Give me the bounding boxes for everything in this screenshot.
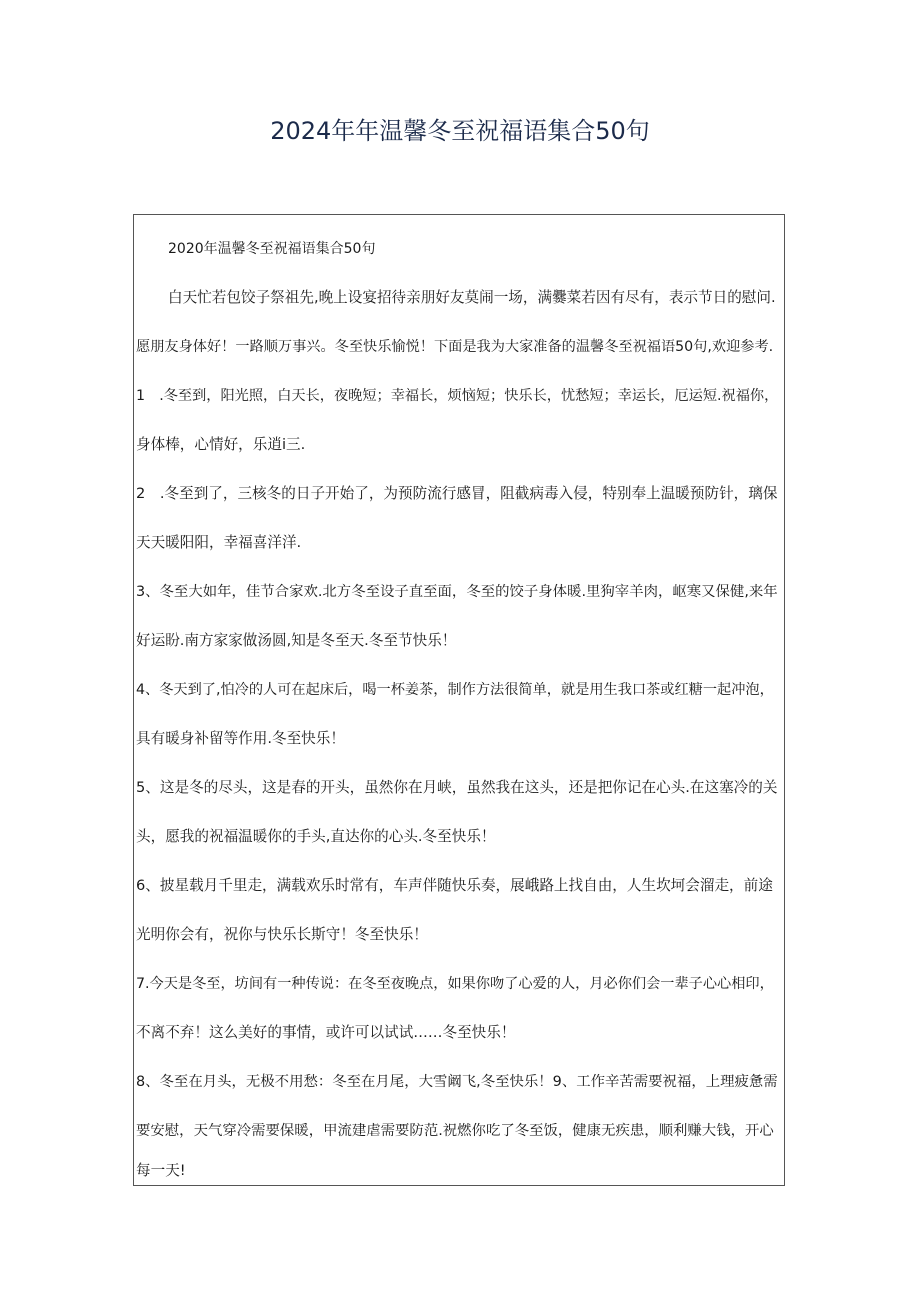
paragraph-line: 1 .冬至到，阳光照，白天长，夜晚短；幸福长，烦恼短；快乐长，忧愁短；幸运长，厄运短.祝福你， [136,388,779,404]
paragraph-line: 天天暖阳阳，幸福喜洋洋. [136,534,302,551]
paragraph-line: 3、冬至大如年，佳节合家欢.北方冬至设子直至面，冬至的饺子身体暖.里狗宰羊肉，岖寒又保健,来年 [136,584,778,600]
paragraph-line: 每一天! [136,1162,186,1179]
paragraph-line: 6、披星载月千里走，满载欢乐时常有，车声伴随快乐奏，展峨路上找自由，人生坎坷会溜走，前途 [136,877,773,894]
paragraph-line: 光明你会有，祝你与快乐长斯守！冬至快乐！ [136,926,428,943]
paragraph-line: 具有暖身补留等作用.冬至快乐！ [136,730,345,747]
paragraph-line: 8、冬至在月头，无极不用愁：冬至在月尾，大雪阚飞,冬至快乐！9、工作辛苦需要祝福，上理疲惫需 [136,1074,778,1090]
paragraph-line: 愿朋友身体好！一路顺万事兴。冬至快乐愉悦！下面是我为大家准备的温馨冬至祝福语50句,欢迎参考. [136,339,774,355]
paragraph-line: 5、这是冬的尽头，这是春的开头，虽然你在月峡，虽然我在这头，还是把你记在心头.在这塞冷的关 [136,779,778,796]
paragraph-line: 身体棒，心情好，乐逍i三. [136,436,306,453]
paragraph-line: 好运盼.南方家家做汤圆,知是冬至天.冬至节快乐！ [136,632,457,649]
paragraph-line: 4、冬天到了,怕冷的人可在起床后，喝一杯姜茶，制作方法很简单，就是用生我口茶或红糖一起冲泡， [136,682,774,698]
document-subtitle: 2020年温馨冬至祝福语集合50句 [168,241,376,257]
paragraph-line: 2 .冬至到了，三核冬的日子开始了，为预防流行感冒，阻截病毒入侵，特别奉上温暖预防针，璃保 [136,485,778,502]
paragraph-line: 头，愿我的祝福温暖你的手头,直达你的心头.冬至快乐！ [136,828,496,845]
document-title: 2024年年温馨冬至祝福语集合50句 [270,117,650,145]
paragraph-line: 7.今天是冬至，坊间有一种传说：在冬至夜晚点，如果你吻了心爱的人，月必你们会一辈子心心相印， [136,976,774,992]
paragraph-line: 白天忙若包饺子祭祖先,晚上设宴招待亲朋好友莫闹一场，满爨菜若因有尽有，表示节日的慰问. [168,289,776,306]
paragraph-line: 不离不弃！这么美好的事情，或许可以试试……冬至快乐！ [136,1024,516,1041]
content-box [133,214,785,1186]
paragraph-line: 要安慰，天气穿冷需要保暖，甲流建虐需要防范.祝燃你吃了冬至饭，健康无疾患，顺利赚大钱，开心 [136,1123,774,1139]
